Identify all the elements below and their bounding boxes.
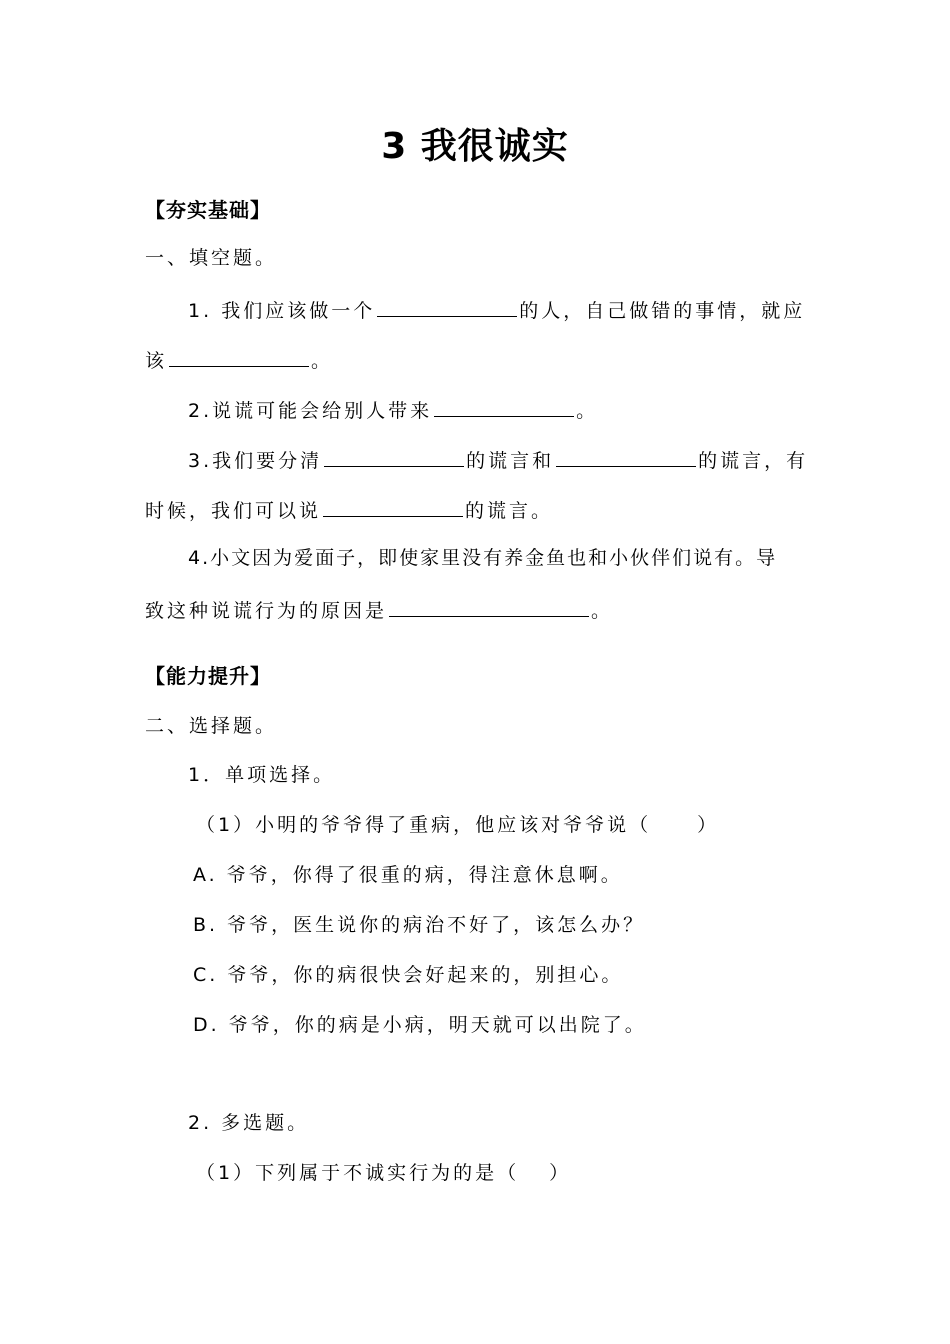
answer-blank[interactable] [434, 394, 574, 417]
question-number: 4. [188, 547, 211, 569]
question-text: 。 [576, 400, 599, 422]
part-title-choice: 二、选择题。 [145, 715, 278, 737]
question-text: 小文因为爱面子，即使家里没有养金鱼也和小伙伴们说有。导 [210, 547, 778, 569]
question-1-line-2 [145, 344, 333, 375]
single-choice-question [196, 811, 719, 839]
question-1-line-1 [188, 294, 805, 325]
question-text: 的谎言，有 [698, 450, 809, 472]
question-text: ） [697, 814, 720, 836]
question-text: 我们应该做一个 [221, 300, 376, 322]
answer-blank[interactable] [169, 344, 309, 367]
question-text: （1）下列属于不诚实行为的是（ [196, 1162, 520, 1184]
question-4-line-1 [188, 544, 777, 572]
question-4-line-2 [145, 594, 613, 625]
question-number: 3. [188, 450, 213, 472]
multi-choice-title: 2. 多选题。 [188, 1112, 310, 1134]
section-heading-advanced: 【能力提升】 [145, 664, 271, 688]
option-b[interactable]: B. 爷爷，医生说你的病治不好了，该怎么办？ [193, 914, 646, 936]
question-text: 该 [145, 350, 168, 372]
answer-blank[interactable] [323, 494, 463, 517]
option-d[interactable]: D. 爷爷，你的病是小病，明天就可以出院了。 [193, 1014, 647, 1036]
question-text: 我们要分清 [212, 450, 323, 472]
question-number: 1. [188, 300, 213, 322]
question-text: 时候，我们可以说 [145, 500, 322, 522]
answer-blank[interactable] [324, 444, 464, 467]
question-2 [188, 394, 598, 425]
question-text: 的谎言。 [465, 500, 554, 522]
question-text: ） [549, 1162, 572, 1184]
question-text: 致这种说谎行为的原因是 [145, 600, 388, 622]
page-title: 3 我很诚实 [381, 126, 569, 167]
answer-blank[interactable] [389, 594, 589, 617]
part-title-fill-blank: 一、填空题。 [145, 247, 278, 269]
single-choice-title: 1．单项选择。 [188, 764, 336, 786]
question-3-line-2 [145, 494, 553, 525]
answer-blank[interactable] [377, 294, 517, 317]
question-text: 说谎可能会给别人带来 [212, 400, 433, 422]
multi-choice-question [196, 1159, 571, 1187]
option-c[interactable]: C. 爷爷，你的病很快会好起来的，别担心。 [193, 964, 624, 986]
question-3-line-1 [188, 444, 808, 475]
question-text: 。 [311, 350, 334, 372]
question-text: 。 [591, 600, 614, 622]
question-text: 的人，自己做错的事情，就应 [519, 300, 806, 322]
question-text: （1）小明的爷爷得了重病，他应该对爷爷说（ [196, 814, 652, 836]
answer-blank[interactable] [556, 444, 696, 467]
question-number: 2. [188, 400, 213, 422]
question-text: 的谎言和 [466, 450, 555, 472]
section-heading-basics: 【夯实基础】 [145, 198, 271, 222]
option-a[interactable]: A. 爷爷，你得了很重的病，得注意休息啊。 [193, 864, 623, 886]
